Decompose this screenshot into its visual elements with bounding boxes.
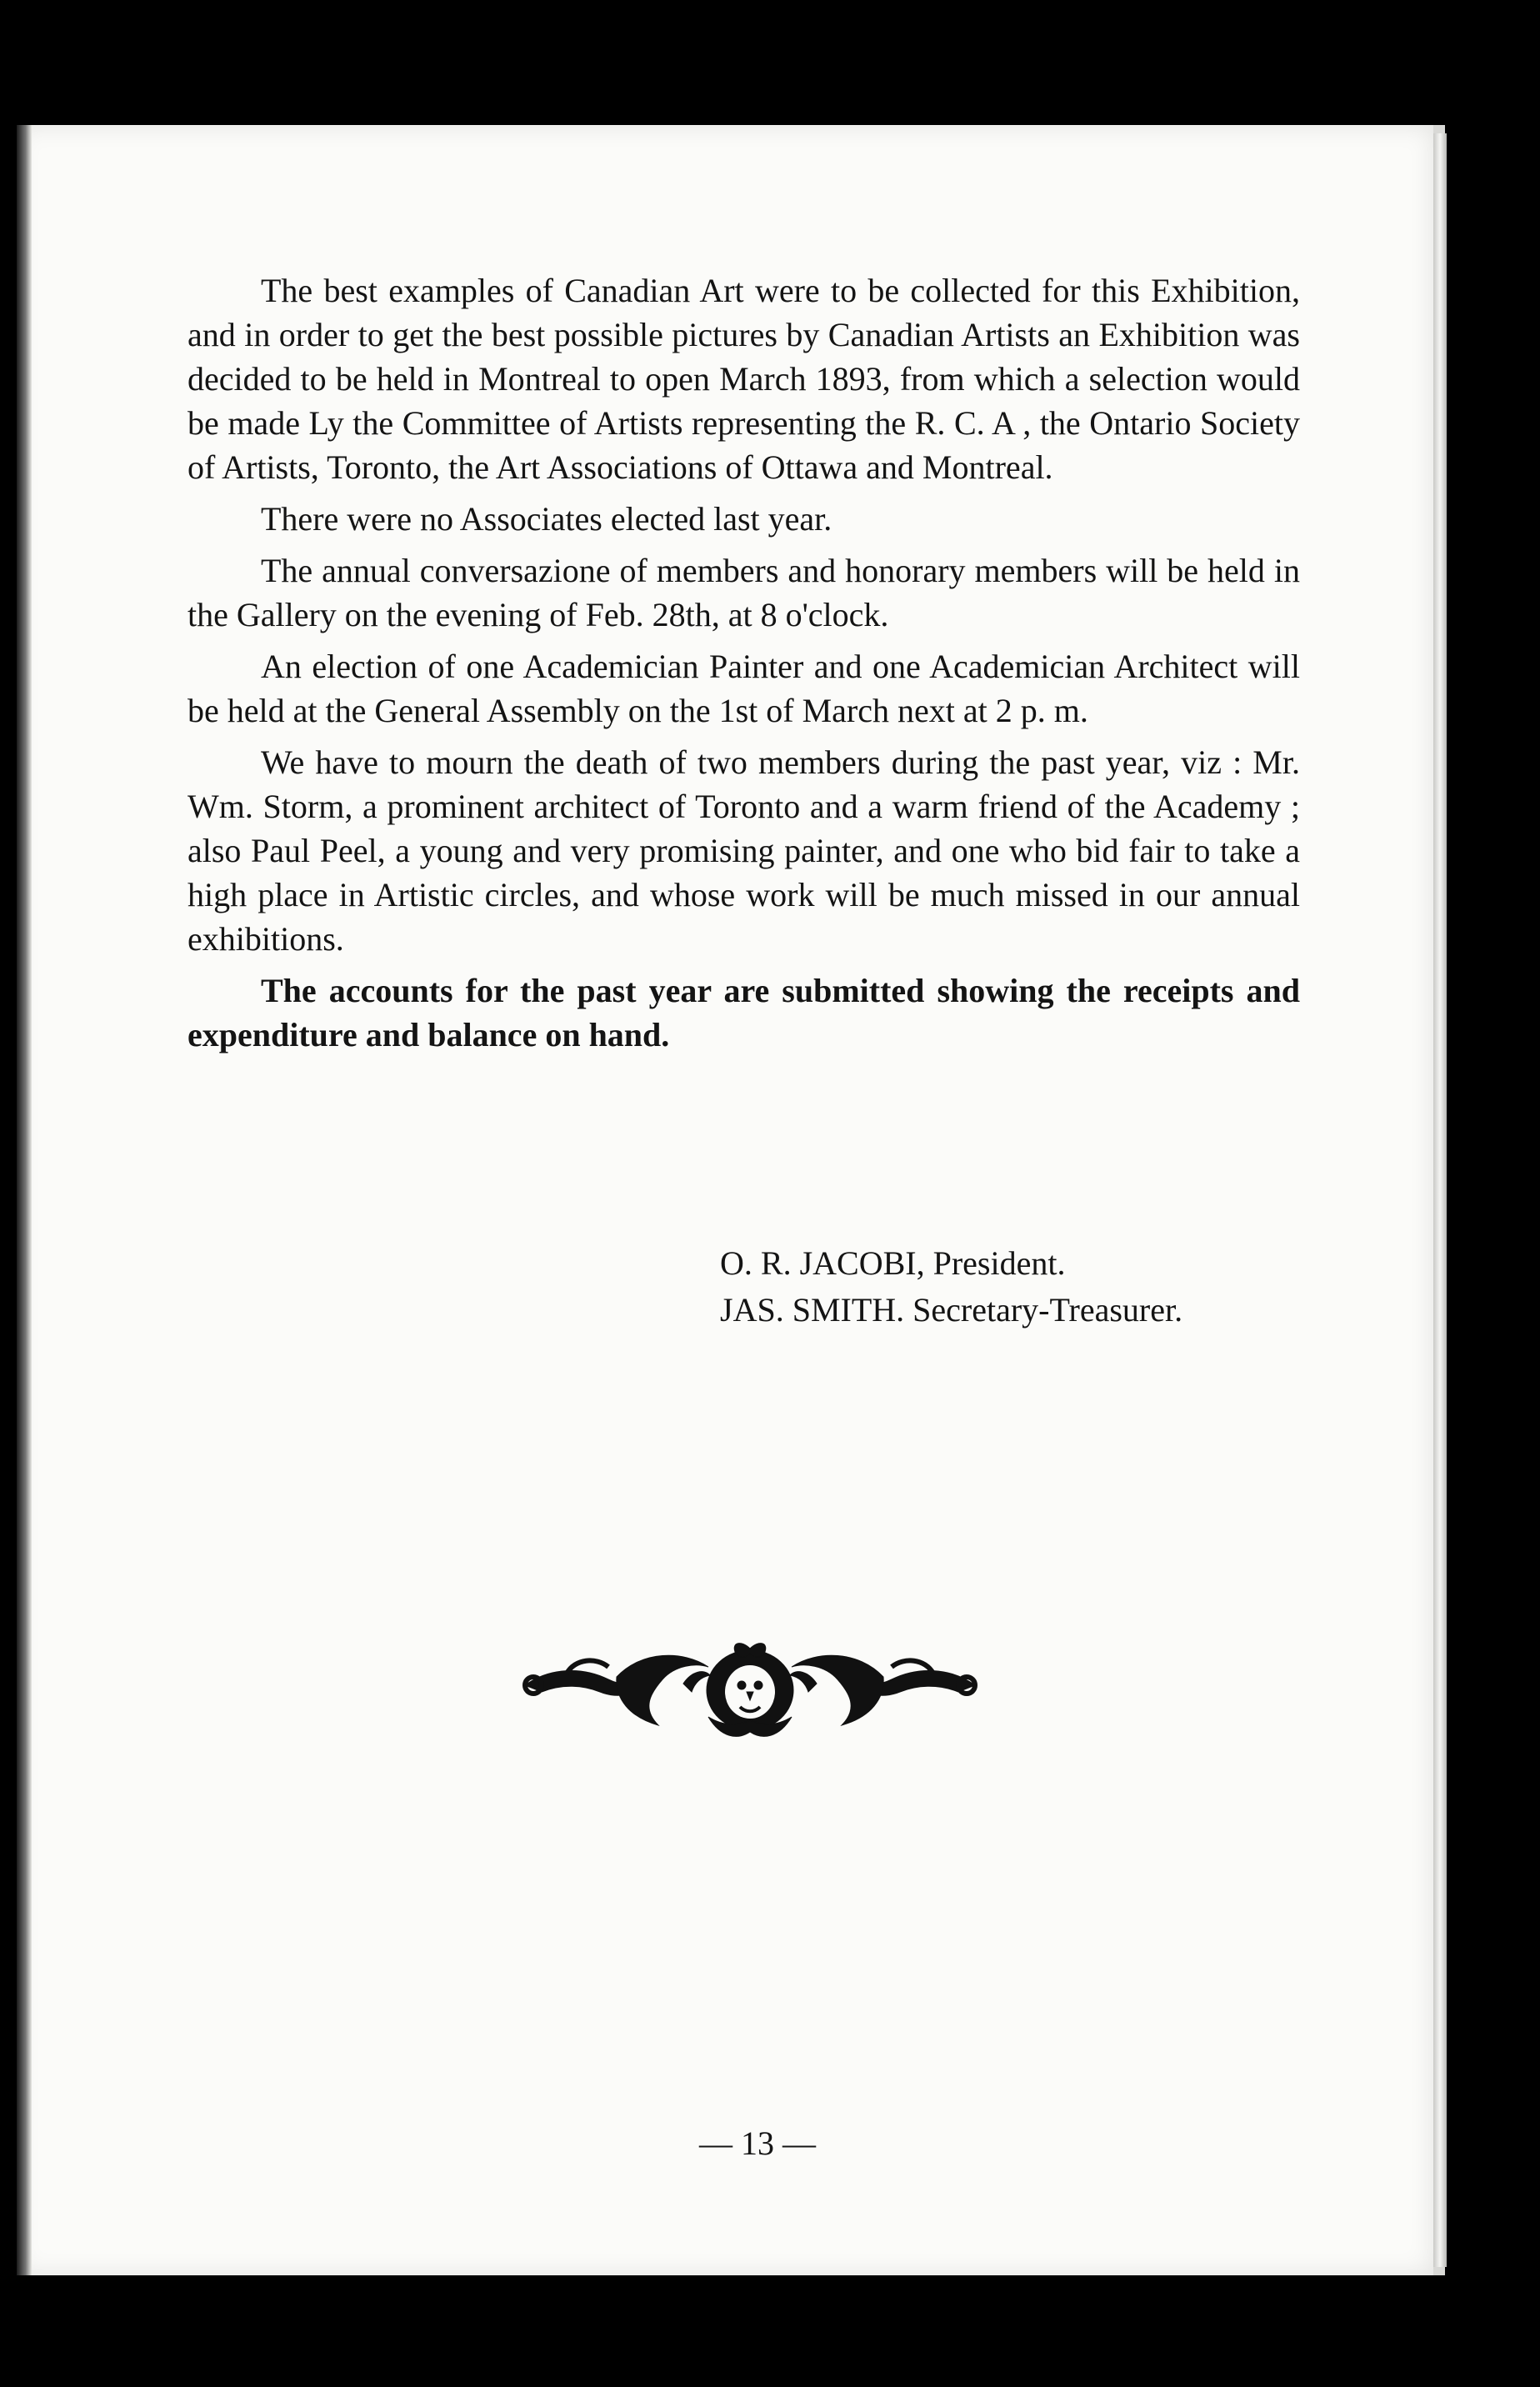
paragraph-election: An election of one Academician Painter and one Academician Architect will be held at the General Assembly on the 1st of March next at 2 p. m.	[188, 648, 1300, 729]
signature-president: O. R. JACOBI, President.	[720, 1244, 1066, 1282]
signature-secretary: JAS. SMITH. Secretary-Treasurer.	[720, 1291, 1183, 1329]
paragraph-conversazione: The annual conversazione of members and honorary members will be held in the Gallery on the evening of Feb. 28th, at 8 o'clock.	[188, 552, 1300, 633]
page-edge	[1433, 133, 1447, 2267]
paragraph-accounts: The accounts for the past year are submitted showing the receipts and expenditure and balance on hand.	[188, 972, 1300, 1053]
paragraph-exhibition: The best examples of Canadian Art were to be collected for this Exhibition, and in order to get the best possible pictures by Canadian Artists an Exhibition was decided to be held in Montreal to open March 1893, from which a selection would be made Ly the Committee of Artists representing the R. C. A , the Ontario Society of Artists, Toronto, the Art Associations of Ottawa and Montreal.	[188, 272, 1300, 486]
paragraph-associates: There were no Associates elected last year.	[261, 500, 832, 538]
floral-ornament-icon	[517, 1634, 983, 1742]
signature-block	[720, 1240, 1303, 1334]
page-number	[0, 2124, 1540, 2163]
body-text	[188, 268, 1300, 1064]
book-spine	[17, 125, 32, 2275]
page-number-label: — 13 —	[699, 2124, 816, 2162]
paragraph-mourning: We have to mourn the death of two members during the past year, viz : Mr. Wm. Storm, a prominent architect of Toronto and a warm friend of the Academy ; also Paul Peel, a young and very promising painter, and one who bid fair to take a high place in Artistic circles, and whose work will be much missed in our annual exhibitions.	[188, 743, 1300, 958]
